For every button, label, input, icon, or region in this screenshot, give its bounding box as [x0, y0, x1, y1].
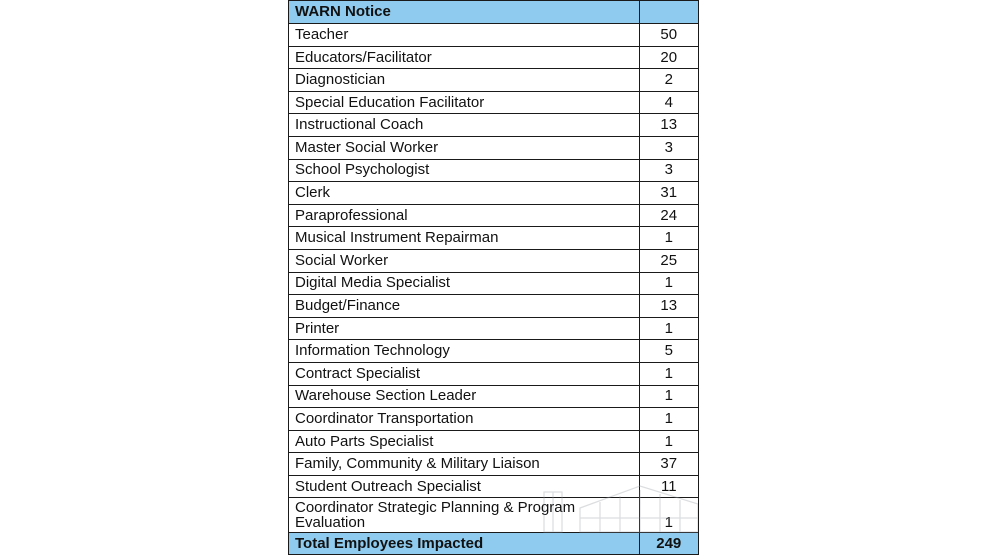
- row-count: 1: [639, 317, 698, 340]
- row-label: Warehouse Section Leader: [289, 385, 640, 408]
- row-count: 25: [639, 249, 698, 272]
- row-label: Family, Community & Military Liaison: [289, 453, 640, 476]
- warn-notice-table: [288, 0, 699, 555]
- row-count: 2: [639, 69, 698, 92]
- header-label: WARN Notice: [289, 1, 640, 24]
- row-label: Paraprofessional: [289, 204, 640, 227]
- row-count: 20: [639, 46, 698, 69]
- table-row: [289, 159, 699, 182]
- row-count: 37: [639, 453, 698, 476]
- row-count: 11: [639, 475, 698, 498]
- table-row: [289, 272, 699, 295]
- row-count: 5: [639, 340, 698, 363]
- table-row: [289, 69, 699, 92]
- row-count: 13: [639, 114, 698, 137]
- row-count: 1: [639, 272, 698, 295]
- row-label: Printer: [289, 317, 640, 340]
- row-label: Master Social Worker: [289, 136, 640, 159]
- row-label: Teacher: [289, 24, 640, 47]
- row-label: School Psychologist: [289, 159, 640, 182]
- total-label: Total Employees Impacted: [289, 533, 640, 555]
- table-row: [289, 498, 699, 533]
- table-row: [289, 453, 699, 476]
- table-row: [289, 204, 699, 227]
- table-row: [289, 136, 699, 159]
- table-row: [289, 385, 699, 408]
- row-count: 4: [639, 91, 698, 114]
- row-count: 1: [639, 408, 698, 431]
- row-label: Diagnostician: [289, 69, 640, 92]
- table-row: [289, 408, 699, 431]
- table-row: [289, 227, 699, 250]
- total-count: 249: [639, 533, 698, 555]
- row-label: Clerk: [289, 182, 640, 205]
- table-row: [289, 249, 699, 272]
- row-count: 3: [639, 159, 698, 182]
- table-row: [289, 340, 699, 363]
- row-label: Student Outreach Specialist: [289, 475, 640, 498]
- row-count: 1: [639, 385, 698, 408]
- row-label: Musical Instrument Repairman: [289, 227, 640, 250]
- row-label: Information Technology: [289, 340, 640, 363]
- row-count: 1: [639, 498, 698, 533]
- row-count: 3: [639, 136, 698, 159]
- row-label: Instructional Coach: [289, 114, 640, 137]
- table-row: [289, 317, 699, 340]
- row-count: 1: [639, 227, 698, 250]
- row-label: Budget/Finance: [289, 295, 640, 318]
- table-row: [289, 475, 699, 498]
- row-label: Auto Parts Specialist: [289, 430, 640, 453]
- row-label: Coordinator Strategic Planning & Program Evaluation: [289, 498, 640, 533]
- table-row: [289, 46, 699, 69]
- row-label: Special Education Facilitator: [289, 91, 640, 114]
- table-row: [289, 24, 699, 47]
- header-count: [639, 1, 698, 24]
- row-label: Digital Media Specialist: [289, 272, 640, 295]
- table-header-row: [289, 1, 699, 24]
- row-count: 50: [639, 24, 698, 47]
- row-count: 1: [639, 430, 698, 453]
- row-count: 31: [639, 182, 698, 205]
- total-row: [289, 533, 699, 555]
- row-label: Social Worker: [289, 249, 640, 272]
- table-row: [289, 295, 699, 318]
- row-label: Coordinator Transportation: [289, 408, 640, 431]
- row-count: 13: [639, 295, 698, 318]
- table-row: [289, 362, 699, 385]
- row-label: Educators/Facilitator: [289, 46, 640, 69]
- table-row: [289, 430, 699, 453]
- row-count: 24: [639, 204, 698, 227]
- table-row: [289, 114, 699, 137]
- row-count: 1: [639, 362, 698, 385]
- table-row: [289, 91, 699, 114]
- table-row: [289, 182, 699, 205]
- row-label: Contract Specialist: [289, 362, 640, 385]
